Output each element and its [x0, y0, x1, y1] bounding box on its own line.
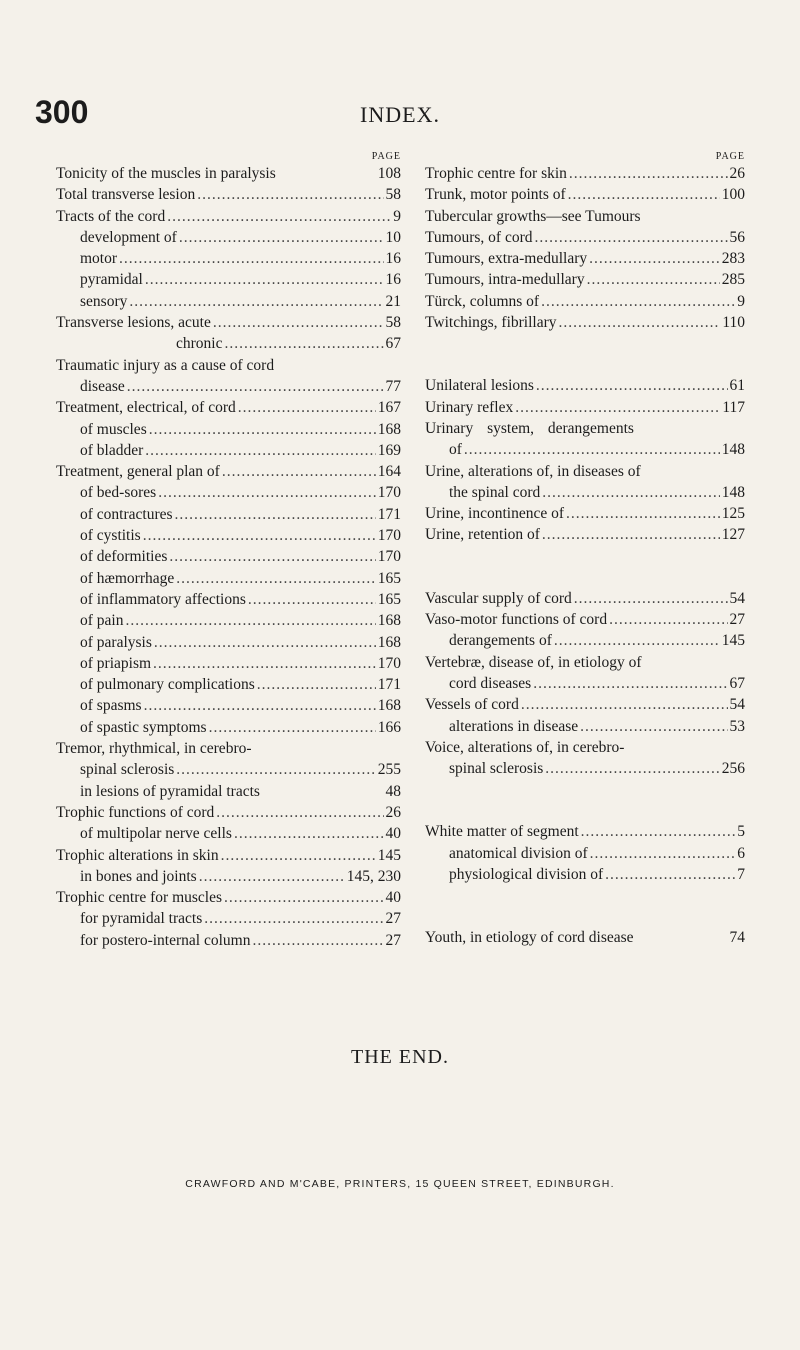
- page-title: INDEX.: [360, 102, 440, 127]
- index-entry: Trunk, motor points of ..... 100: [425, 184, 745, 205]
- index-entry: Tumours, of cord ..... 56: [425, 227, 745, 248]
- index-entry: White matter of segment ..... 5: [425, 821, 745, 842]
- index-entry: Urine, incontinence of ..... 125: [425, 503, 745, 524]
- index-entry: Traumatic injury as a cause of cord: [56, 356, 275, 374]
- index-subentry: physiological division of ..... 7: [425, 864, 745, 885]
- index-subentry: development of ..... 10: [56, 227, 401, 248]
- index-entry: Trophic functions of cord ..... 26: [56, 802, 401, 823]
- index-subentry: pyramidal ..... 16: [56, 269, 401, 290]
- index-subentry: for pyramidal tracts ..... 27: [56, 908, 401, 929]
- index-subentry: motor ..... 16: [56, 248, 401, 269]
- page-header: [0, 94, 800, 134]
- index-subentry: of spastic symptoms ..... 166: [56, 717, 401, 738]
- index-entry-continuation: the spinal cord ..... 148: [425, 482, 745, 503]
- index-subentry: of pulmonary complications ..... 171: [56, 674, 401, 695]
- index-entry: Youth, in etiology of cord disease 74: [425, 929, 745, 947]
- column-page-heading: PAGE: [715, 151, 745, 162]
- index-entry: Vertebræ, disease of, in etiology of: [425, 653, 642, 671]
- index-entry: Treatment, electrical, of cord ..... 167: [56, 397, 401, 418]
- index-subentry: anatomical division of ..... 6: [425, 843, 745, 864]
- index-entry: Vaso-motor functions of cord ..... 27: [425, 609, 745, 630]
- index-entry: Twitchings, fibrillary ..... 110: [425, 312, 745, 333]
- index-subentry: for postero-internal column ..... 27: [56, 930, 401, 951]
- index-entry: Tonicity of the muscles in paralysis 108: [56, 165, 401, 182]
- index-entry: Treatment, general plan of ..... 164: [56, 461, 401, 482]
- index-subentry: of bed-sores ..... 170: [56, 482, 401, 503]
- index-subentry: in bones and joints ..... 145, 230: [56, 866, 401, 887]
- index-subentry: of deformities ..... 170: [56, 546, 401, 567]
- index-entry-continuation: cord diseases ..... 67: [425, 673, 745, 694]
- index-subentry: of paralysis ..... 168: [56, 632, 401, 653]
- index-entry-continuation: spinal sclerosis ..... 256: [425, 758, 745, 779]
- printer-imprint: CRAWFORD AND M'CABE, PRINTERS, 15 QUEEN STREET, EDINBURGH.: [185, 1178, 615, 1190]
- index-entry: Urine, retention of ..... 127: [425, 524, 745, 545]
- index-subentry: in lesions of pyramidal tracts 48: [80, 782, 401, 800]
- index-entry: Tumours, extra-medullary ..... 283: [425, 248, 745, 269]
- index-entry: Tumours, intra-medullary ..... 285: [425, 269, 745, 290]
- index-entry: Tracts of the cord ..... 9: [56, 206, 401, 227]
- index-subentry: of hæmorrhage ..... 165: [56, 568, 401, 589]
- index-entry: Tubercular growths—see Tumours: [425, 207, 641, 225]
- index-subentry: of priapism ..... 170: [56, 653, 401, 674]
- index-subentry: of inflammatory affections ..... 165: [56, 589, 401, 610]
- the-end-text: THE END.: [351, 1046, 449, 1068]
- index-entry-continuation: disease ..... 77: [56, 376, 401, 397]
- index-entry: Unilateral lesions ..... 61: [425, 375, 745, 396]
- index-entry: Tremor, rhythmical, in cerebro-: [56, 740, 252, 758]
- index-entry: Total transverse lesion ..... 58: [56, 184, 401, 205]
- index-column-left: [56, 150, 401, 951]
- index-entry: Trophic alterations in skin ..... 145: [56, 845, 401, 866]
- page-number: 300: [35, 94, 89, 130]
- index-subentry: of contractures ..... 171: [56, 504, 401, 525]
- index-entry: Vascular supply of cord ..... 54: [425, 588, 745, 609]
- index-subentry: sensory ..... 21: [56, 291, 401, 312]
- index-entry: Urinary reflex ..... 117: [425, 397, 745, 418]
- index-entry: Trophic centre for muscles ..... 40: [56, 887, 401, 908]
- index-subentry: of bladder ..... 169: [56, 440, 401, 461]
- index-subentry: derangements of ..... 145: [425, 630, 745, 651]
- index-entry: Vessels of cord ..... 54: [425, 694, 745, 715]
- index-subentry: of cystitis ..... 170: [56, 525, 401, 546]
- index-column-right: [425, 150, 745, 949]
- index-entry: Transverse lesions, acute ..... 58: [56, 312, 401, 333]
- index-entry: Urine, alterations of, in diseases of: [425, 462, 641, 480]
- index-subentry: of multipolar nerve cells ..... 40: [56, 823, 401, 844]
- index-subentry: of spasms ..... 168: [56, 695, 401, 716]
- index-entry: Türck, columns of ..... 9: [425, 291, 745, 312]
- index-entry: Urinary system, derangements: [425, 419, 634, 437]
- index-subentry: of muscles ..... 168: [56, 419, 401, 440]
- index-entry: Voice, alterations of, in cerebro-: [425, 738, 625, 756]
- index-entry-continuation: of ..... 148: [425, 439, 745, 460]
- index-entry: Trophic centre for skin ..... 26: [425, 163, 745, 184]
- column-page-heading: PAGE: [371, 151, 401, 162]
- index-subentry: chronic ..... 67: [56, 333, 401, 354]
- index-subentry: alterations in disease ..... 53: [425, 716, 745, 737]
- index-entry-continuation: spinal sclerosis ..... 255: [56, 759, 401, 780]
- index-subentry: of pain ..... 168: [56, 610, 401, 631]
